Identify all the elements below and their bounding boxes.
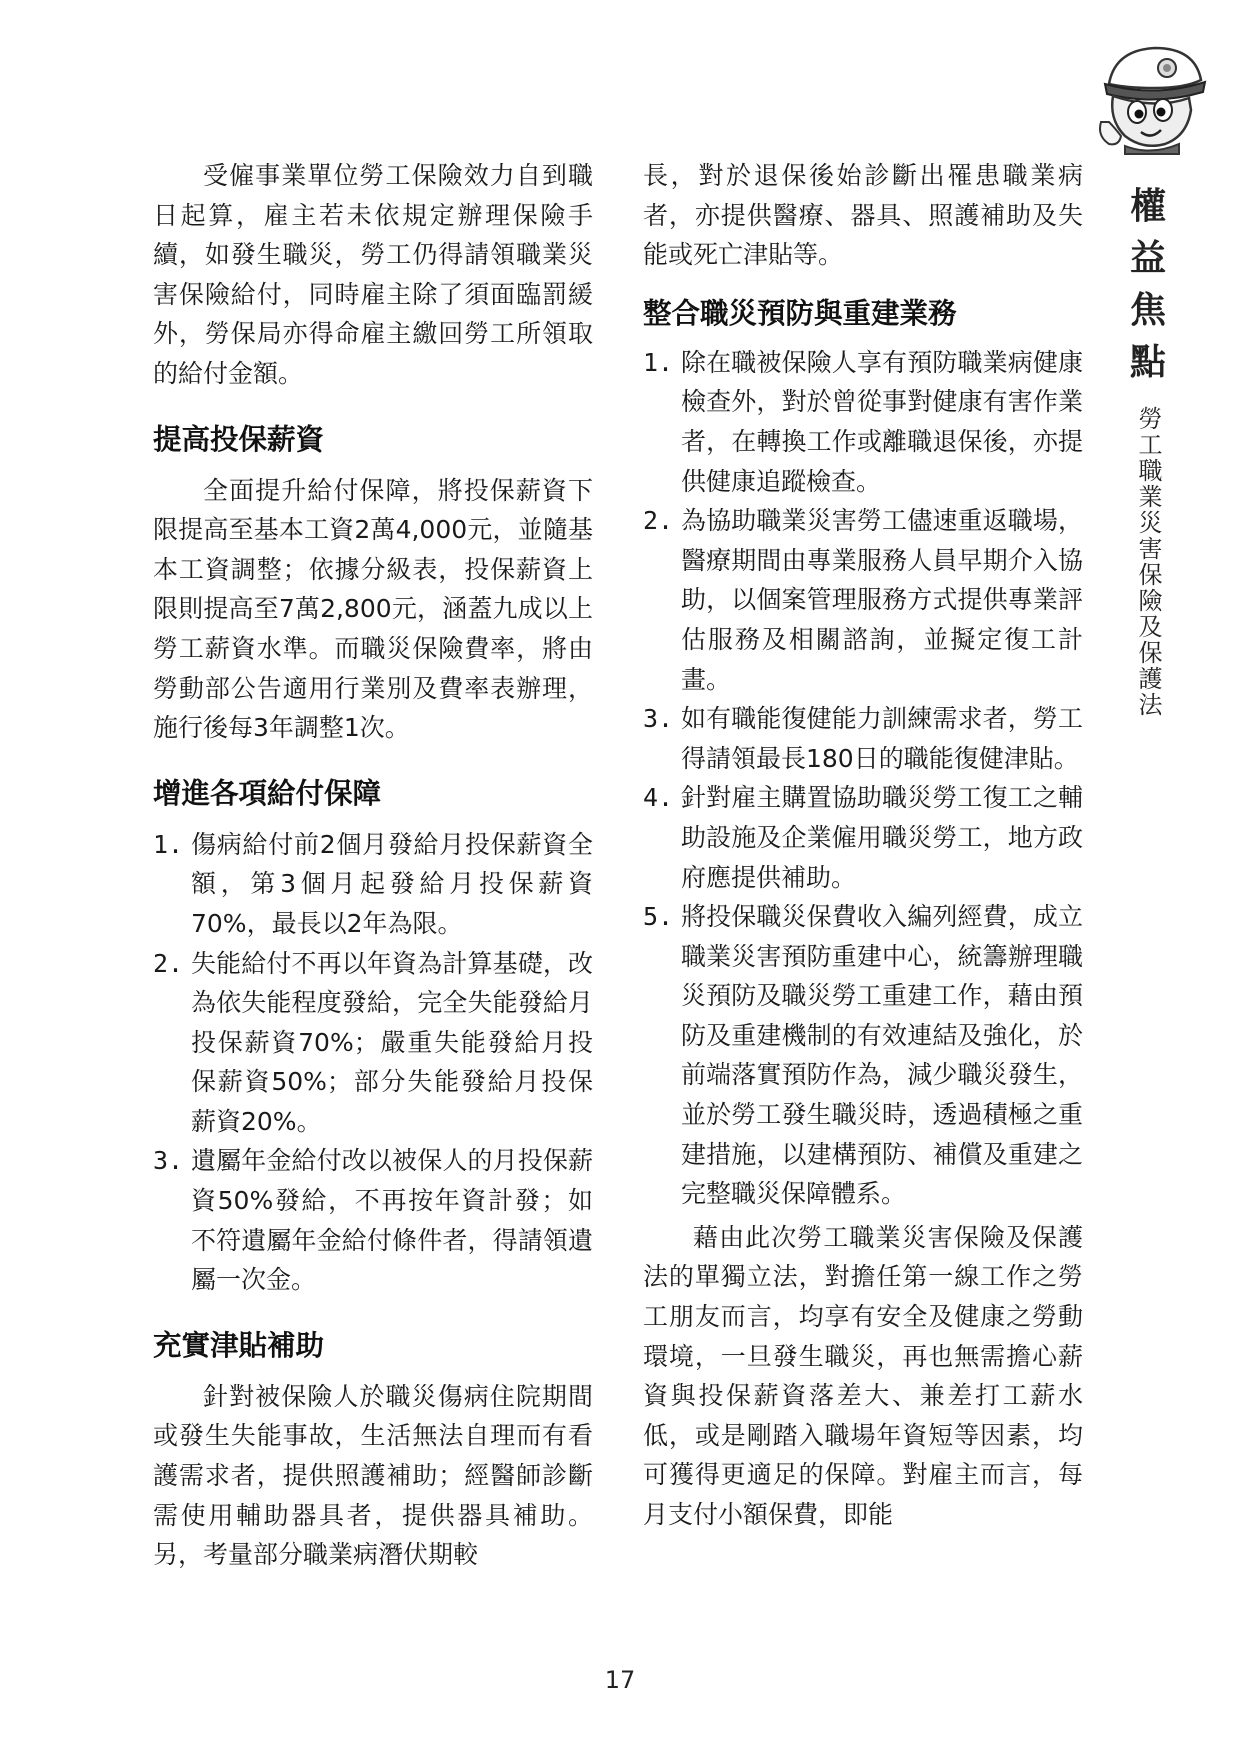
list-item-text: 針對雇主購置協助職災勞工復工之輔助設施及企業僱用職災勞工，地方政府應提供補助。	[681, 783, 1083, 892]
salary-paragraph: 全面提升給付保障，將投保薪資下限提高至基本工資2萬4,000元，並隨基本工資調整；依據分級表，投保薪資上限則提高至7萬2,800元，涵蓋九成以上勞工薪資水準。而職災保險費率，將由勞動部公告適用行業別及費率表辦理，施行後每3年調整1次。	[153, 475, 593, 743]
left-column	[153, 156, 593, 1575]
section-heading-integration: 整合職災預防與重建業務	[643, 296, 957, 330]
right-column	[643, 156, 1083, 1535]
list-item-number: 1.	[153, 829, 184, 859]
list-item	[153, 1141, 593, 1299]
list-item-number: 1.	[643, 347, 674, 377]
closing-paragraph: 藉由此次勞工職業災害保險及保護法的單獨立法，對擔任第一線工作之勞工朋友而言，均享有安全及健康之勞動環境，一旦發生職災，再也無需擔心薪資與投保薪資落差大、兼差打工薪水低，或是剛踏入職場年資短等因素，均可獲得更適足的保障。對雇主而言，每月支付小額保費，即能	[643, 1222, 1083, 1529]
column-title-char: 焦	[1129, 289, 1166, 331]
list-item	[153, 825, 593, 944]
list-item-number: 2.	[153, 948, 184, 978]
sidebar-column-title	[1118, 180, 1178, 718]
column-title-char: 點	[1129, 341, 1166, 383]
list-item	[643, 343, 1083, 501]
list-item-text: 除在職被保險人享有預防職業病健康檢查外，對於曾從事對健康有害作業者，在轉換工作或離職退保後，亦提供健康追蹤檢查。	[681, 347, 1083, 496]
intro-paragraph: 受僱事業單位勞工保險效力自到職日起算，雇主若未依規定辦理保險手續，如發生職災，勞工仍得請領職業災害保險給付，同時雇主除了須面臨罰緩外，勞保局亦得命雇主繳回勞工所領取的給付金額。	[153, 161, 593, 388]
section-heading-allowance: 充實津貼補助	[153, 1328, 325, 1362]
sidebar-topic: 勞工職業災害保險及保護法	[1134, 406, 1162, 718]
list-item-number: 3.	[153, 1146, 184, 1176]
section-heading-salary: 提高投保薪資	[153, 422, 325, 456]
list-item	[643, 778, 1083, 897]
list-item	[153, 944, 593, 1142]
list-item-text: 將投保職災保費收入編列經費，成立職業災害預防重建中心，統籌辦理職災預防及職災勞工重建工作，藉由預防及重建機制的有效連結及強化，於前端落實預防作為，減少職災發生，並於勞工發生職災時，透過積極之重建措施，以建構預防、補償及重建之完整職災保障體系。	[681, 902, 1083, 1209]
list-item	[643, 501, 1083, 699]
column-title-char: 權	[1129, 185, 1166, 227]
list-item-number: 5.	[643, 902, 674, 932]
column-title-char: 益	[1129, 237, 1166, 279]
list-item	[643, 897, 1083, 1214]
list-item-text: 遺屬年金給付改以被保人的月投保薪資50%發給，不再按年資計發；如不符遺屬年金給付條件者，得請領遺屬一次金。	[191, 1146, 593, 1295]
list-item-text: 失能給付不再以年資為計算基礎，改為依失能程度發給，完全失能發給月投保薪資70%；嚴重失能發給月投保薪資50%；部分失能發給月投保薪資20%。	[191, 948, 593, 1136]
list-item-number: 3.	[643, 704, 674, 734]
integration-list	[643, 343, 1083, 1214]
list-item	[643, 699, 1083, 778]
list-item-number: 4.	[643, 783, 674, 813]
police-mascot-icon	[1095, 40, 1210, 155]
page-number: 17	[604, 1666, 636, 1694]
benefits-list	[153, 825, 593, 1300]
section-heading-benefits: 增進各項給付保障	[153, 776, 382, 810]
list-item-number: 2.	[643, 506, 674, 536]
allowance-paragraph: 針對被保險人於職災傷病住院期間或發生失能事故，生活無法自理而有看護需求者，提供照護補助；經醫師診斷需使用輔助器具者，提供器具補助。另，考量部分職業病潛伏期較	[153, 1381, 593, 1570]
list-item-text: 傷病給付前2個月發給月投保薪資全額，第3個月起發給月投保薪資70%，最長以2年為限。	[191, 829, 593, 938]
continued-paragraph: 長，對於退保後始診斷出罹患職業病者，亦提供醫療、器具、照護補助及失能或死亡津貼等。	[643, 161, 1083, 270]
list-item-text: 為協助職業災害勞工儘速重返職場，醫療期間由專業服務人員早期介入協助，以個案管理服務方式提供專業評估服務及相關諮詢，並擬定復工計畫。	[681, 506, 1083, 694]
list-item-text: 如有職能復健能力訓練需求者，勞工得請領最長180日的職能復健津貼。	[681, 704, 1083, 773]
